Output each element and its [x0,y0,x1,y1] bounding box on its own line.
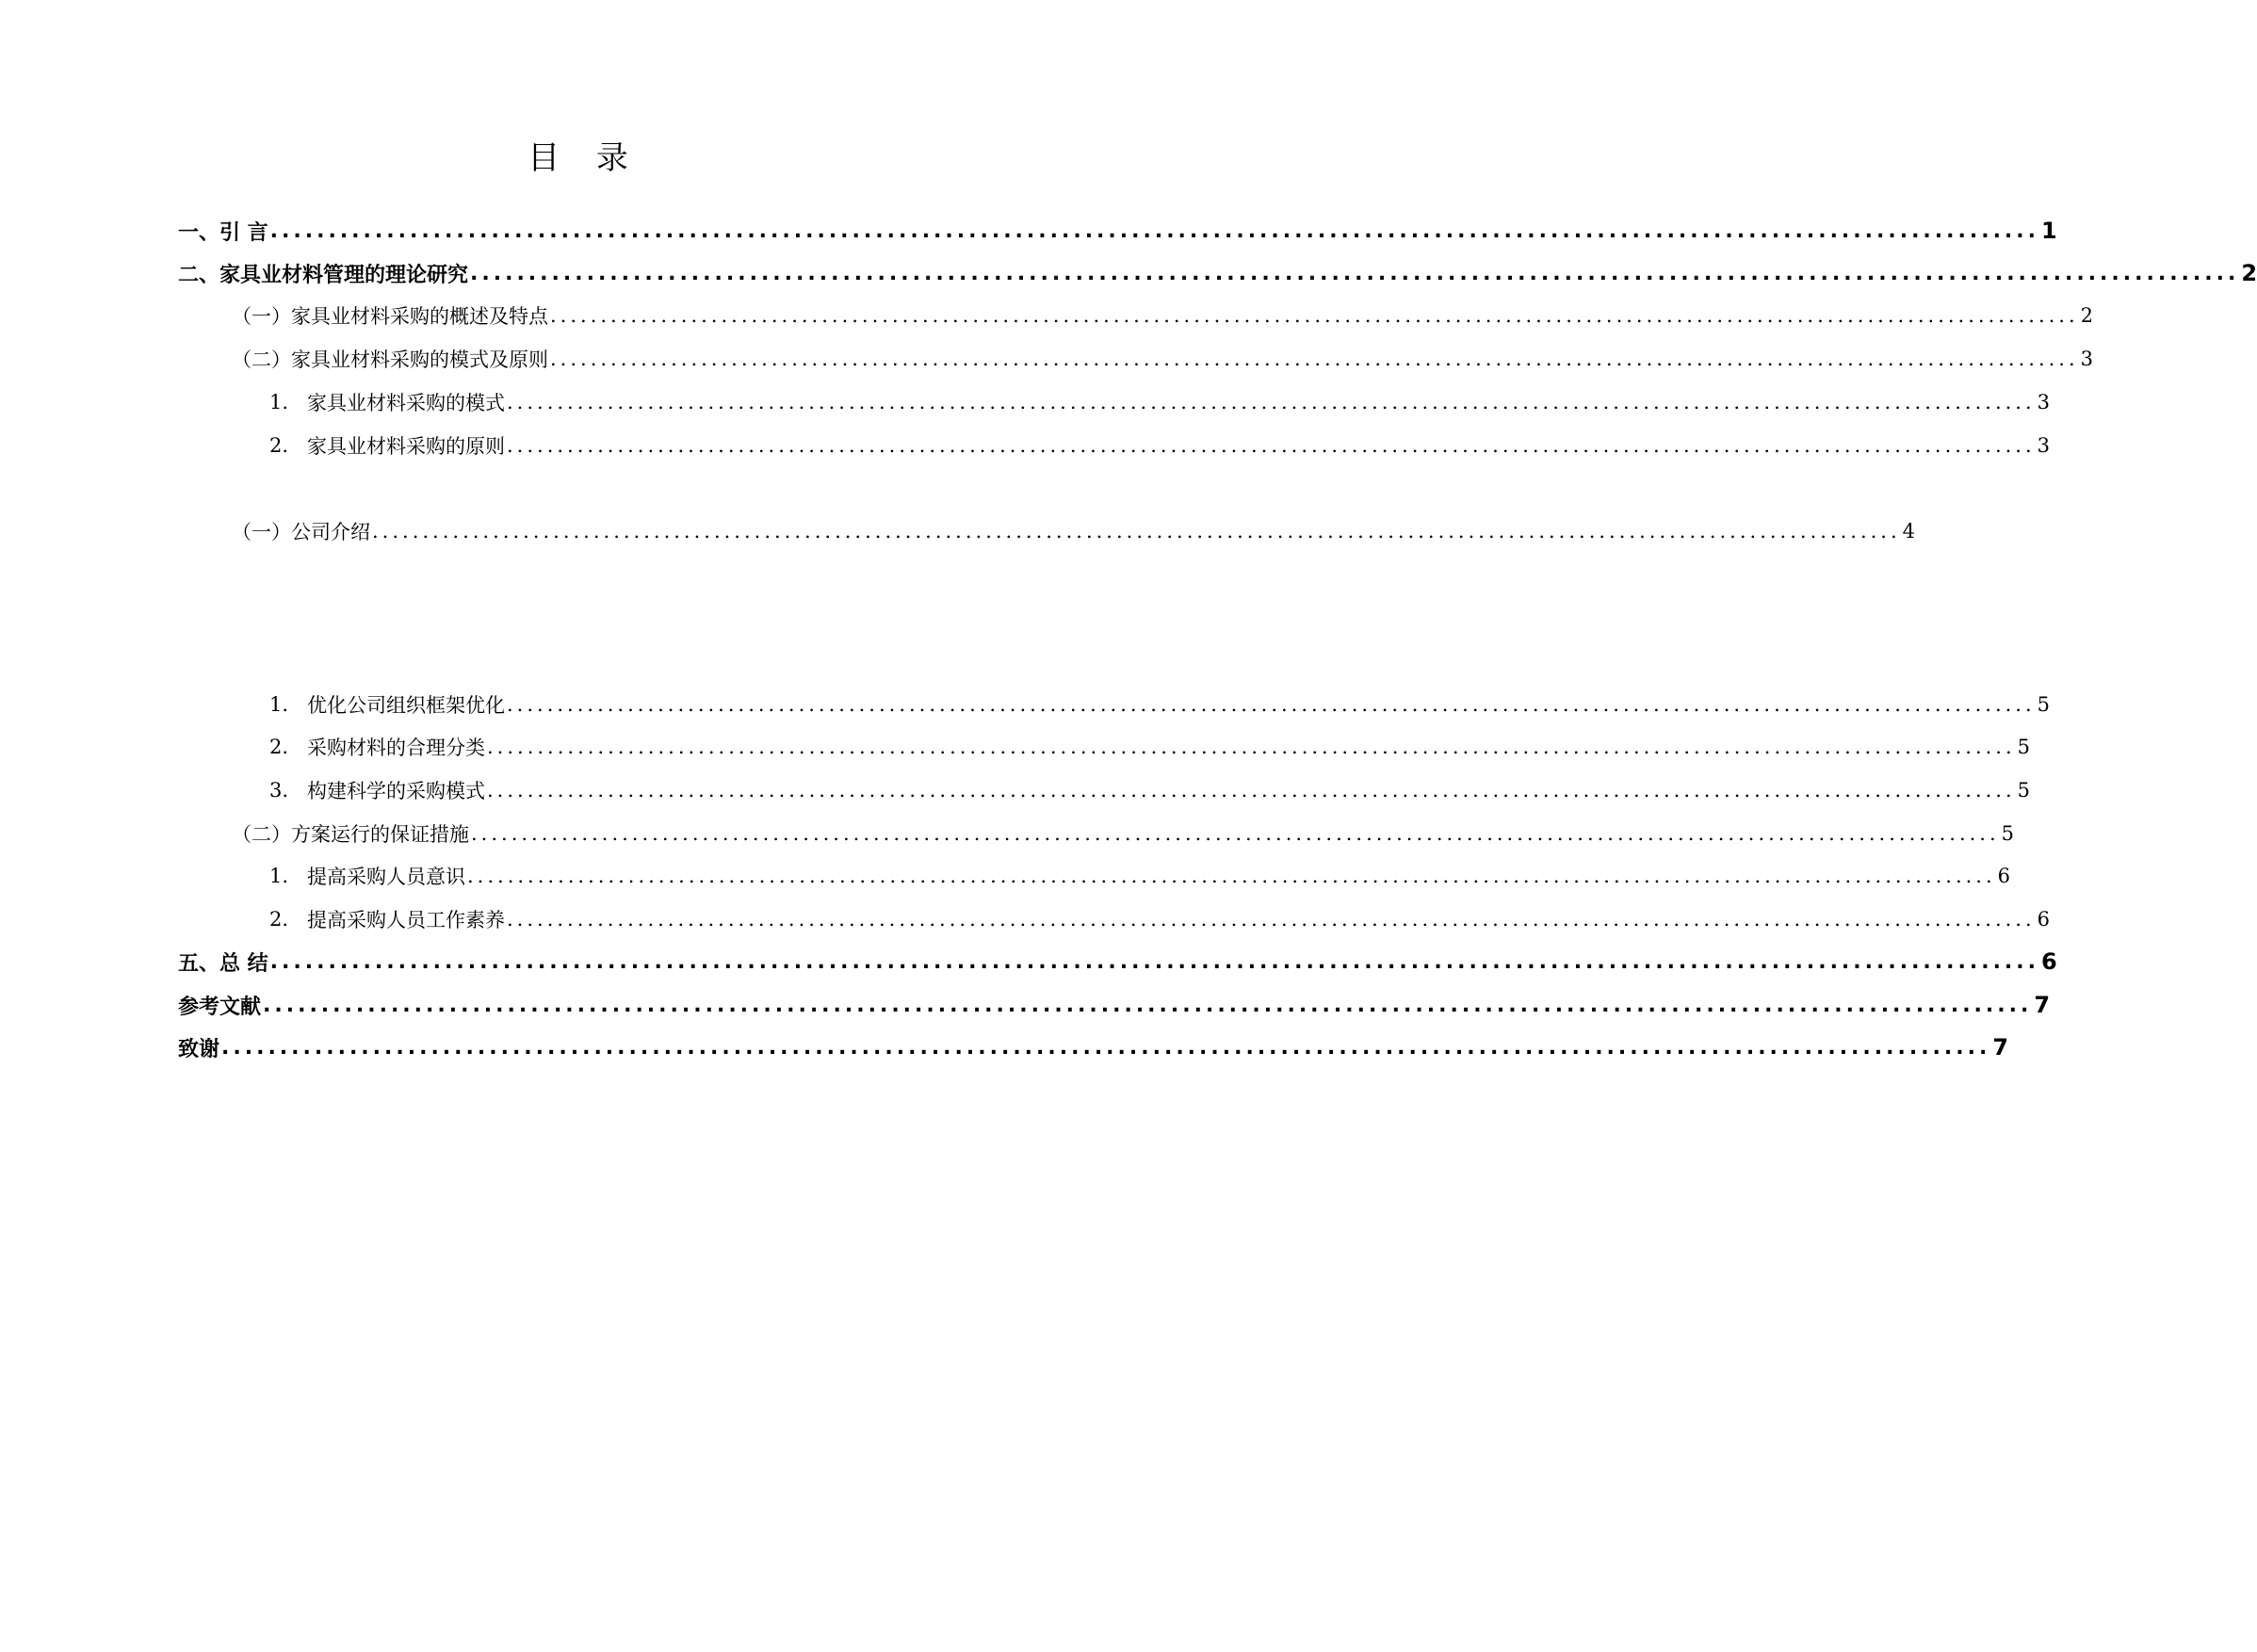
toc-page-number: 5 [2001,822,2015,845]
toc-dot-leader: ........................................................................................................................................................ [263,993,2033,1017]
toc-dot-leader: ........................................................................................................................................................ [269,949,2039,974]
toc-entry-theory-research[interactable] [0,257,2257,289]
toc-page-number: 5 [2037,693,2051,716]
toc-dot-leader: ........................................................................................................................................................ [487,779,2016,802]
toc-entry-label: 二、家具业材料管理的理论研究 [178,263,469,287]
toc-dot-leader: ........................................................................................................................................................ [372,520,1901,543]
toc-entry-introduction[interactable] [0,215,2057,247]
toc-dot-leader: ........................................................................................................................................................ [507,908,2036,931]
toc-page-number: 5 [2017,736,2031,758]
toc-entry-label: （一）家具业材料采购的概述及特点 [232,305,548,328]
toc-entry-label: （二）方案运行的保证措施 [232,823,469,846]
toc-entry-label: 致谢 [178,1037,220,1061]
toc-dot-leader: ........................................................................................................................................................ [470,261,2240,285]
toc-entry-number: 2. [269,434,289,457]
toc-entry-label: 家具业材料采购的原则 [307,435,505,458]
toc-entry-number: 1. [269,693,289,716]
toc-dot-leader: ........................................................................................................................................................ [269,219,2039,243]
toc-page-number: 6 [1997,865,2011,887]
toc-dot-leader: ........................................................................................................................................................ [221,1035,1991,1060]
toc-entry-material-classification[interactable] [0,731,2031,763]
toc-entry-number: 2. [269,908,289,931]
toc-dot-leader: ........................................................................................................................................................ [507,391,2036,413]
toc-dot-leader: ........................................................................................................................................................ [550,304,2079,327]
toc-entry-acknowledgements[interactable] [0,1031,2009,1063]
toc-entry-label: （一）公司介绍 [232,521,370,543]
toc-entry-label: 提高采购人员意识 [307,866,465,888]
toc-entry-label: 构建科学的采购模式 [307,780,485,802]
toc-entry-guarantee-measures[interactable] [0,818,2015,850]
toc-dot-leader: ........................................................................................................................................................ [507,693,2036,716]
toc-entry-references[interactable] [0,989,2051,1021]
toc-entry-purchase-principle[interactable] [0,429,2051,462]
toc-page-number: 2 [2080,304,2094,327]
toc-entry-label: 五、总 结 [178,951,268,976]
toc-page-number: 3 [2037,434,2051,457]
toc-entry-purchase-overview[interactable] [0,300,2094,332]
toc-entry-staff-quality[interactable] [0,903,2051,935]
toc-dot-leader: ........................................................................................................................................................ [467,865,1996,887]
toc-page-number: 7 [1992,1034,2009,1061]
toc-dot-leader: ........................................................................................................................................................ [507,434,2036,457]
toc-entry-label: 优化公司组织框架优化 [307,694,505,717]
toc-page-number: 6 [2041,948,2057,975]
toc-entry-build-purchase-mode[interactable] [0,774,2031,806]
toc-entry-company-intro[interactable] [0,515,1916,547]
toc-page-number: 6 [2037,908,2051,931]
toc-page-number: 7 [2034,992,2051,1018]
toc-page-number: 2 [2241,260,2257,286]
toc-page-number: 1 [2041,218,2057,244]
toc-entry-number: 3. [269,779,289,802]
toc-page-number: 3 [2037,391,2051,413]
toc-entry-number: 1. [269,391,289,413]
toc-entry-purchase-mode-principle[interactable] [0,343,2094,375]
toc-entry-summary[interactable] [0,946,2057,978]
toc-entry-number: 2. [269,736,289,758]
toc-dot-leader: ........................................................................................................................................................ [487,736,2016,758]
toc-entry-label: 提高采购人员工作素养 [307,909,505,931]
toc-dot-leader: ........................................................................................................................................................ [550,348,2079,370]
toc-entry-label: 采购材料的合理分类 [307,737,485,759]
toc-entry-number: 1. [269,865,289,887]
toc-page-number: 5 [2017,779,2031,802]
toc-entry-optimize-org[interactable] [0,688,2051,721]
toc-page-number: 4 [1902,520,1916,543]
toc-entry-purchase-mode[interactable] [0,386,2051,418]
toc-entry-label: 一、引 言 [178,220,268,245]
page-title: 目 录 [528,139,641,177]
toc-entry-label: 参考文献 [178,995,262,1019]
toc-dot-leader: ........................................................................................................................................................ [471,822,2000,845]
toc-entry-label: （二）家具业材料采购的模式及原则 [232,348,548,371]
toc-page-number: 3 [2080,348,2094,370]
toc-entry-staff-awareness[interactable] [0,860,2011,892]
toc-entry-label: 家具业材料采购的模式 [307,392,505,414]
